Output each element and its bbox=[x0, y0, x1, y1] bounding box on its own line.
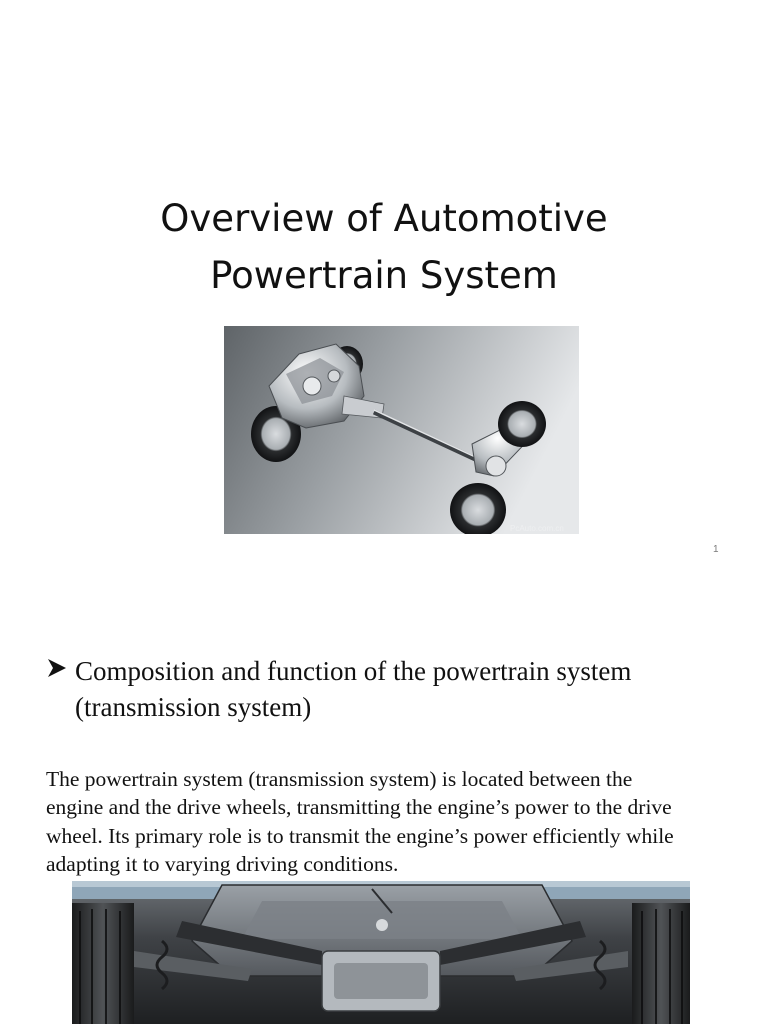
slide-title-line-1: Overview of Automotive bbox=[160, 197, 608, 240]
section-heading-line-2: (transmission system) bbox=[75, 692, 312, 722]
page-number: 1 bbox=[713, 544, 719, 555]
vehicle-underbody-image bbox=[72, 881, 690, 1024]
body-line-4: adapting it to varying driving conditions. bbox=[46, 851, 399, 876]
slide-title-line-2: Powertrain System bbox=[210, 254, 558, 297]
powertrain-chassis-image bbox=[224, 326, 579, 534]
slide-title bbox=[0, 190, 768, 304]
body-line-1: The powertrain system (transmission system) is located between the bbox=[46, 767, 633, 791]
arrowhead-bullet-icon bbox=[46, 653, 72, 684]
section-heading-text bbox=[72, 653, 631, 725]
body-line-2: engine and the drive wheels, transmitting the engine’s power to the drive bbox=[46, 795, 672, 820]
section-heading-line-1: Composition and function of the powertrain system bbox=[75, 656, 632, 686]
section-heading bbox=[46, 653, 736, 725]
image-watermark: PcAuto.com.cn bbox=[510, 524, 564, 533]
body-paragraph bbox=[46, 765, 746, 878]
body-line-3: wheel. Its primary role is to transmit the engine’s power efficiently while bbox=[46, 823, 674, 848]
